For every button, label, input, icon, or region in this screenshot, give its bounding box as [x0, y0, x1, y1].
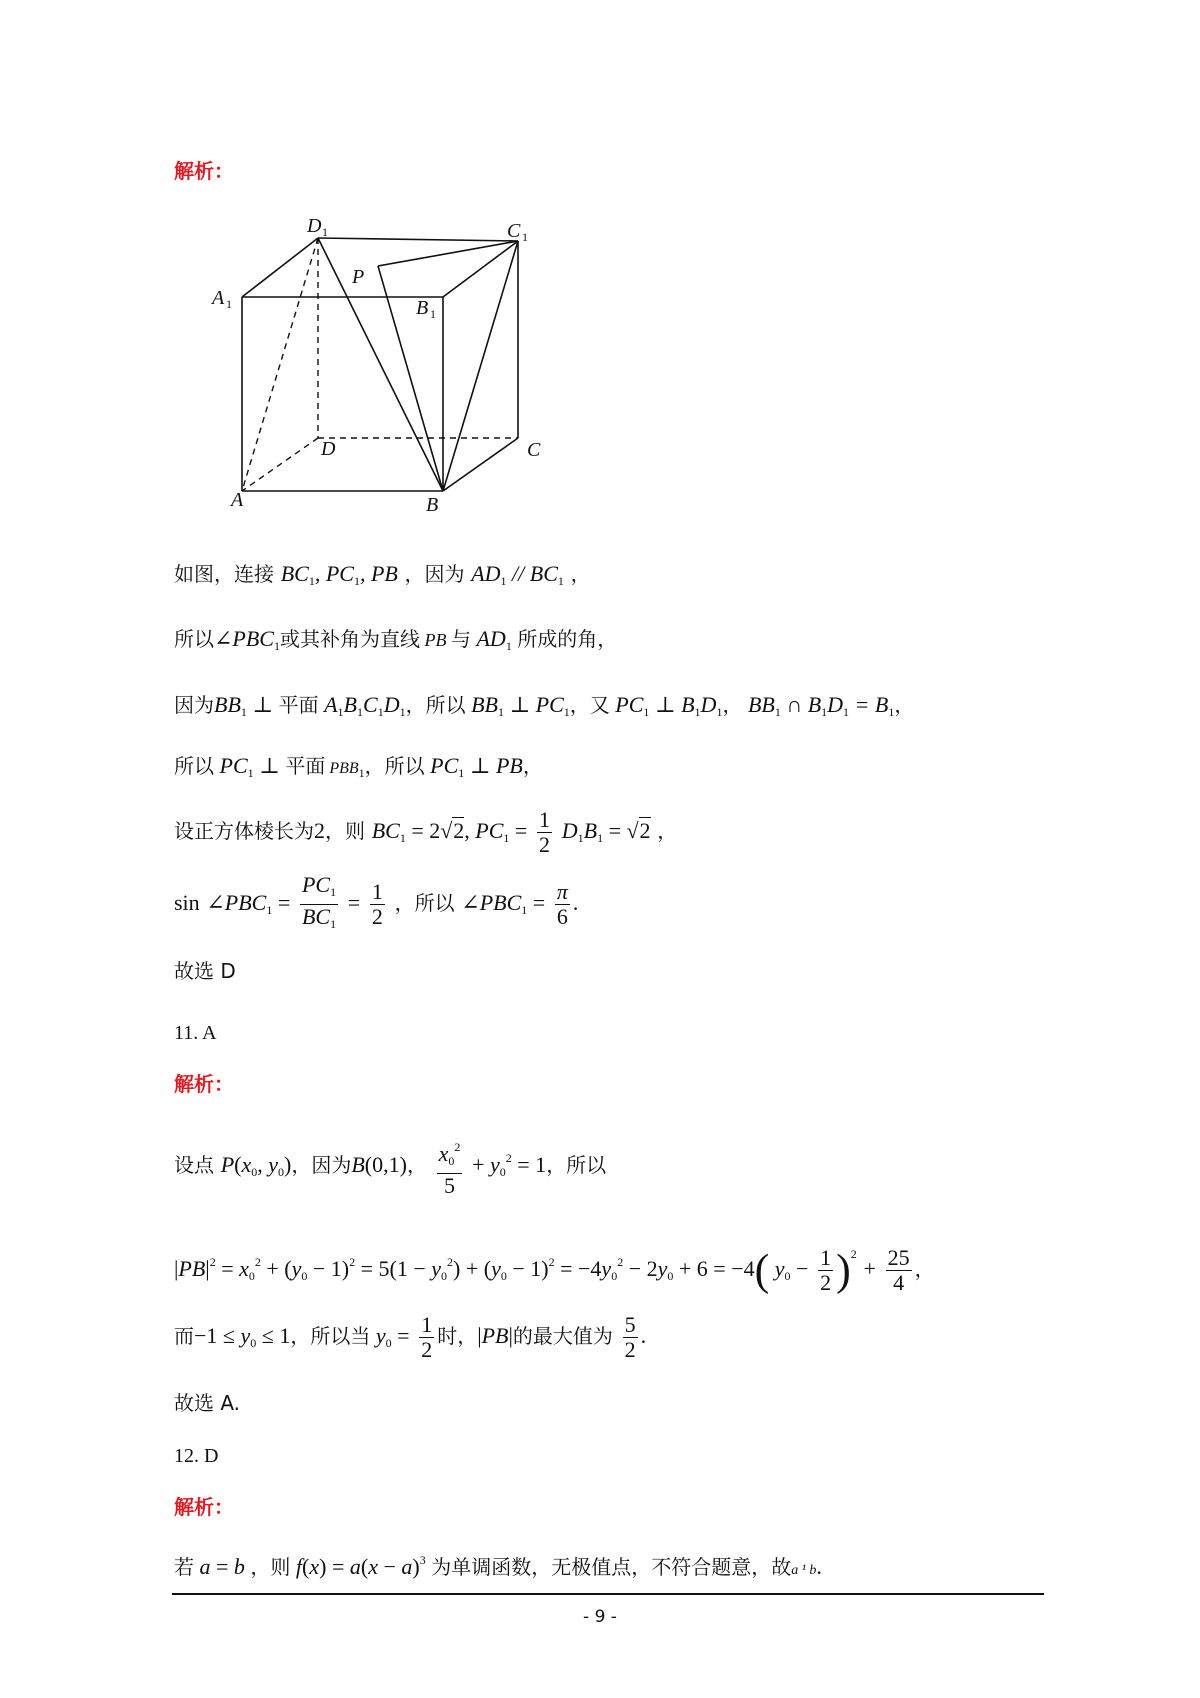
proof-line-1: 如图，连接 $BC_1$, $PC_1$, PB ，因为 $AD_1 // BC_1$ ，	[174, 561, 591, 588]
page-number: - 9 -	[583, 1607, 617, 1627]
math-pc1-perp: $PC_1$ ⊥	[214, 753, 286, 780]
math-bc1-value: $BC_1 = 2√2$, $PC_1$ =	[371, 818, 528, 845]
label-a1-sub: 1	[226, 297, 232, 311]
label-d: D	[321, 438, 336, 460]
proof-line-2: 所以$\angle PBC_1$或其补角为直线 PB 与 $AD_1$ 所成的角，	[174, 626, 618, 653]
conclusion-d: 故选 D	[174, 959, 236, 983]
math-range-y0: $-1 \le y_0 \le 1$	[194, 1323, 291, 1350]
math-pb: PB	[419, 630, 451, 650]
proof-line-3: 因为$BB_1$ ⊥ 平面 $A_1B_1C_1D_1$，所以 $BB_1$ ⊥ $PC_1$，又 $PC_1$ ⊥ $B_1D_1$， $BB_1$ ∩ $B_1D_1 = B_1$，	[174, 692, 915, 719]
math-angle-result: $\angle PBC_1$ =	[461, 890, 546, 917]
proof-line-4: 所以 $PC_1$ ⊥ 平面 $PBB_1$，所以 $PC_1$ ⊥ PB，	[174, 753, 543, 780]
math-point-b: B(0,1)	[351, 1152, 407, 1177]
analysis-label-12: 解析：	[174, 1495, 234, 1519]
math-a-neq-b: a ¹ b	[791, 1563, 817, 1578]
analysis-label-11: 解析：	[174, 1072, 234, 1096]
label-c1: C	[507, 220, 521, 242]
math-plane-a1b1c1d1: $A_1B_1C_1D_1$	[318, 692, 406, 719]
fraction-one-half-sin: $\frac{1}{2}$	[371, 879, 383, 929]
label-c1-sub: 1	[522, 230, 528, 244]
label-a: A	[231, 489, 244, 511]
fraction-one-half-2: $\frac{1}{2}$	[820, 1245, 832, 1295]
math-fx: $f(x) = a(x - a)^3$	[290, 1553, 426, 1579]
math-point-p: $P(x_0$, $y_0$)	[220, 1152, 292, 1179]
math-plane-pbb1: $PBB_1$	[325, 760, 365, 780]
math-pc1-perp-pb: $PC_1$ ⊥ PB	[424, 753, 523, 780]
math-angle-pbc1: $\angle PBC_1$	[214, 626, 280, 653]
math-pc1-perp-b1d1: $PC_1$ ⊥ $B_1D_1$	[609, 692, 723, 719]
q11-line-1: 设点 $P(x_0$, $y_0$)，因为B(0,1)， $\frac{x_0^2}{5}$ + $y_0^2 = 1$，所以	[174, 1128, 606, 1202]
math-ad1: $AD_1$	[470, 626, 512, 653]
label-p: P	[352, 266, 365, 288]
math-a-eq-b: a = b	[194, 1554, 251, 1579]
label-c: C	[527, 439, 541, 461]
q11-line-3: 而$-1 \le y_0 \le 1$，所以当 $y_0$ = $\frac{1}{2}$ 时，|PB|的最大值为 $\frac{5}{2}$ .	[174, 1312, 647, 1362]
answer-11: 11. A	[174, 1022, 217, 1044]
proof-line-6: $\sin \angle PBC_1$ = $\frac{PC_1}{BC_1}$ = $\frac{1}{2}$ ，所以 $\angle PBC_1$ = $\frac{\pi}{6}$ .	[174, 873, 578, 939]
label-a1: A	[212, 287, 225, 309]
label-b1: B	[416, 297, 429, 319]
fraction-5-2: $\frac{5}{2}$	[624, 1312, 636, 1362]
math-y0-eq: $y_0$ =	[370, 1323, 410, 1350]
fraction-pi-6: $\frac{\pi}{6}$	[556, 879, 568, 929]
q11-line-2: $|PB|^2 = x_0^2 + (y_0 - 1)^2 = 5(1 - y_0^2) + (y_0 - 1)^2 = -4y_0^2 - 2y_0 + 6 = -4$( $y_0$ − $\frac{1}{2}$ )$^2$ + $\frac{25}{4}$ ，	[174, 1245, 935, 1295]
label-b: B	[426, 494, 439, 516]
proof-line-5: 设正方体棱长为2，则 $BC_1 = 2√2$, $PC_1$ = $\frac{1}{2}$ $D_1B_1 = √2$ ，	[174, 807, 678, 857]
label-d1: D	[307, 215, 322, 237]
fraction-x0sq-5: $\frac{x_0^2}{5}$	[437, 1135, 463, 1198]
math-bc1-pc1-pb: $BC_1$, $PC_1$, PB	[280, 561, 398, 588]
answer-12: 12. D	[174, 1445, 219, 1467]
math-ad1-parallel-bc1: $AD_1 // BC_1$	[471, 561, 564, 588]
math-intersection: $BB_1$ ∩ $B_1D_1 = B_1$	[742, 692, 895, 719]
math-angle-pbc1-eq: $\angle PBC_1$ =	[206, 890, 291, 917]
math-ellipse: + $y_0^2 = 1$	[472, 1151, 547, 1179]
math-abs-pb: |PB|	[477, 1323, 513, 1348]
math-pb-squared: $|PB|^2 = x_0^2 + (y_0 - 1)^2 = 5(1 - y_0^2) + (y_0 - 1)^2 = -4y_0^2 - 2y_0 + 6 = -4$	[174, 1255, 755, 1283]
label-b1-sub: 1	[430, 307, 436, 321]
fraction-one-half-3: $\frac{1}{2}$	[421, 1312, 433, 1362]
analysis-label: 解析：	[174, 159, 234, 183]
label-d1-sub: 1	[322, 225, 328, 239]
fraction-pc1-bc1: $\frac{PC_1}{BC_1}$	[301, 872, 337, 931]
cube-figure	[200, 200, 560, 520]
math-bb1-perp: $BB_1$ ⊥	[214, 692, 279, 719]
conclusion-a: 故选 A.	[174, 1391, 241, 1415]
fraction-25-4: $\frac{25}{4}$	[887, 1245, 910, 1295]
footer-rule	[172, 1593, 1044, 1595]
fraction-one-half: $\frac{1}{2}$	[539, 807, 551, 857]
q12-line-1: 若 a = b ，则 $f(x) = a(x - a)^3$ 为单调函数，无极值点，不符合题意，故a ¹ b.	[174, 1553, 822, 1579]
math-bb1-perp-pc1: $BB_1$ ⊥ $PC_1$	[465, 692, 570, 719]
math-d1b1-sqrt2: $D_1B_1 = √2$	[561, 818, 651, 845]
